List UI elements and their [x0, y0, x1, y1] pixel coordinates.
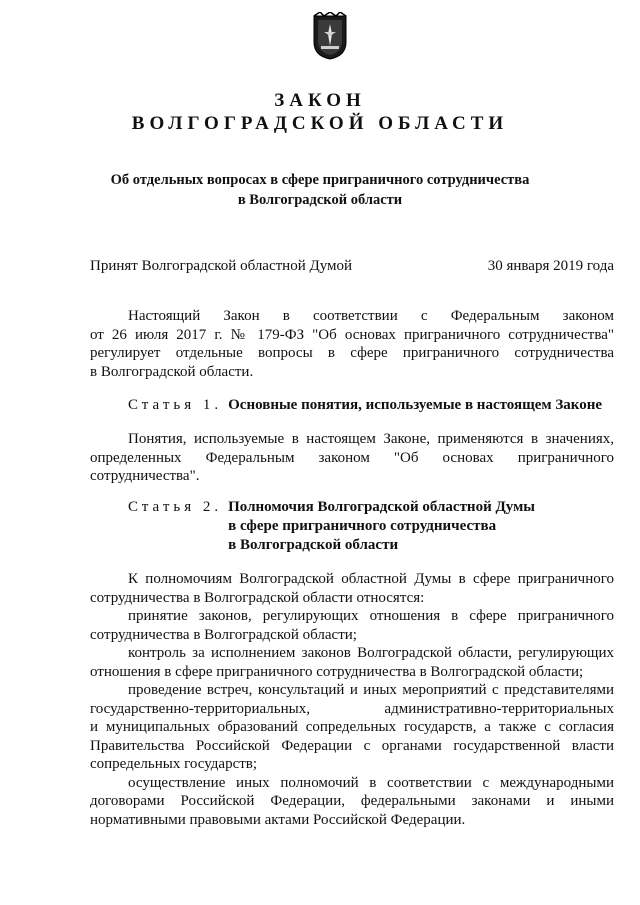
text-line: осуществление иных полномочий в соответствии с международными: [128, 774, 614, 791]
article-title: [228, 498, 535, 555]
subject-line: в Волгоградской области: [237, 192, 403, 208]
article-title-line: в сфере приграничного сотрудничества: [228, 518, 497, 534]
text-line: Правительства Российской Федерации с органами государственной власти: [90, 737, 614, 754]
text-line: государственно-территориальных, административно-территориальных: [90, 700, 614, 717]
text-line: проведение встреч, консультаций и иных мероприятий с представителями: [128, 682, 614, 698]
preamble-paragraph: [90, 307, 614, 381]
subject-line: Об отдельных вопросах в сфере приграничного сотрудничества: [110, 172, 530, 188]
volgograd-coat-of-arms-icon: [312, 12, 348, 60]
text-line: контроль за исполнением законов Волгоградской области, регулирующих: [128, 645, 614, 661]
article-2-body: [90, 570, 614, 829]
article-title-line: в Волгоградской области: [228, 537, 399, 553]
article-label: Статья 2.: [128, 499, 223, 515]
text-line: и муниципальных образований сопредельных государств, а также с согласия: [90, 719, 614, 735]
text-line: договорами Российской Федерации, федеральными законами и иными: [90, 793, 614, 809]
text-line: нормативными правовыми актами Российской Федерации.: [90, 811, 466, 828]
adoption-info: [90, 258, 614, 275]
article-title-line: Полномочия Волгоградской областной Думы: [228, 499, 536, 515]
text-line: сотрудничества в Волгоградской области относятся:: [90, 589, 425, 606]
region-heading: ВОЛГОГРАДСКОЙ ОБЛАСТИ: [131, 113, 509, 134]
article-1-body: [90, 430, 614, 486]
text-line: Понятия, используемые в настоящем Законе, применяются в значениях,: [128, 431, 614, 447]
article-1-heading: [128, 396, 602, 415]
article-label: Статья 1.: [128, 397, 223, 413]
law-subject-title: [40, 170, 600, 210]
text-line: определенных Федеральным законом "Об основах приграничного: [90, 449, 614, 466]
adoption-date: 30 января 2019 года: [487, 258, 614, 274]
text-line: сотрудничества в Волгоградской области;: [90, 626, 357, 643]
text-line: сотрудничества".: [90, 468, 200, 484]
text-line: отношения в сфере приграничного сотрудничества в Волгоградской области;: [90, 663, 584, 680]
text-line: сопредельных государств;: [90, 756, 258, 772]
text-line: в Волгоградской области.: [90, 363, 254, 380]
text-line: К полномочиям Волгоградской областной Думы в сфере приграничного: [128, 571, 614, 587]
text-line: принятие законов, регулирующих отношения в сфере приграничного: [128, 608, 614, 624]
text-line: Настоящий Закон в соответствии с Федеральным законом: [128, 308, 614, 324]
law-heading: ЗАКОН: [274, 90, 366, 111]
text-line: от 26 июля 2017 г. № 179-ФЗ "Об основах приграничного сотрудничества": [90, 326, 614, 343]
article-2-heading: [128, 498, 535, 555]
adopted-by: Принят Волгоградской областной Думой: [90, 258, 353, 274]
text-line: регулирует отдельные вопросы в сфере приграничного сотрудничества: [90, 345, 614, 361]
article-title: Основные понятия, используемые в настоящем Законе: [228, 397, 603, 413]
